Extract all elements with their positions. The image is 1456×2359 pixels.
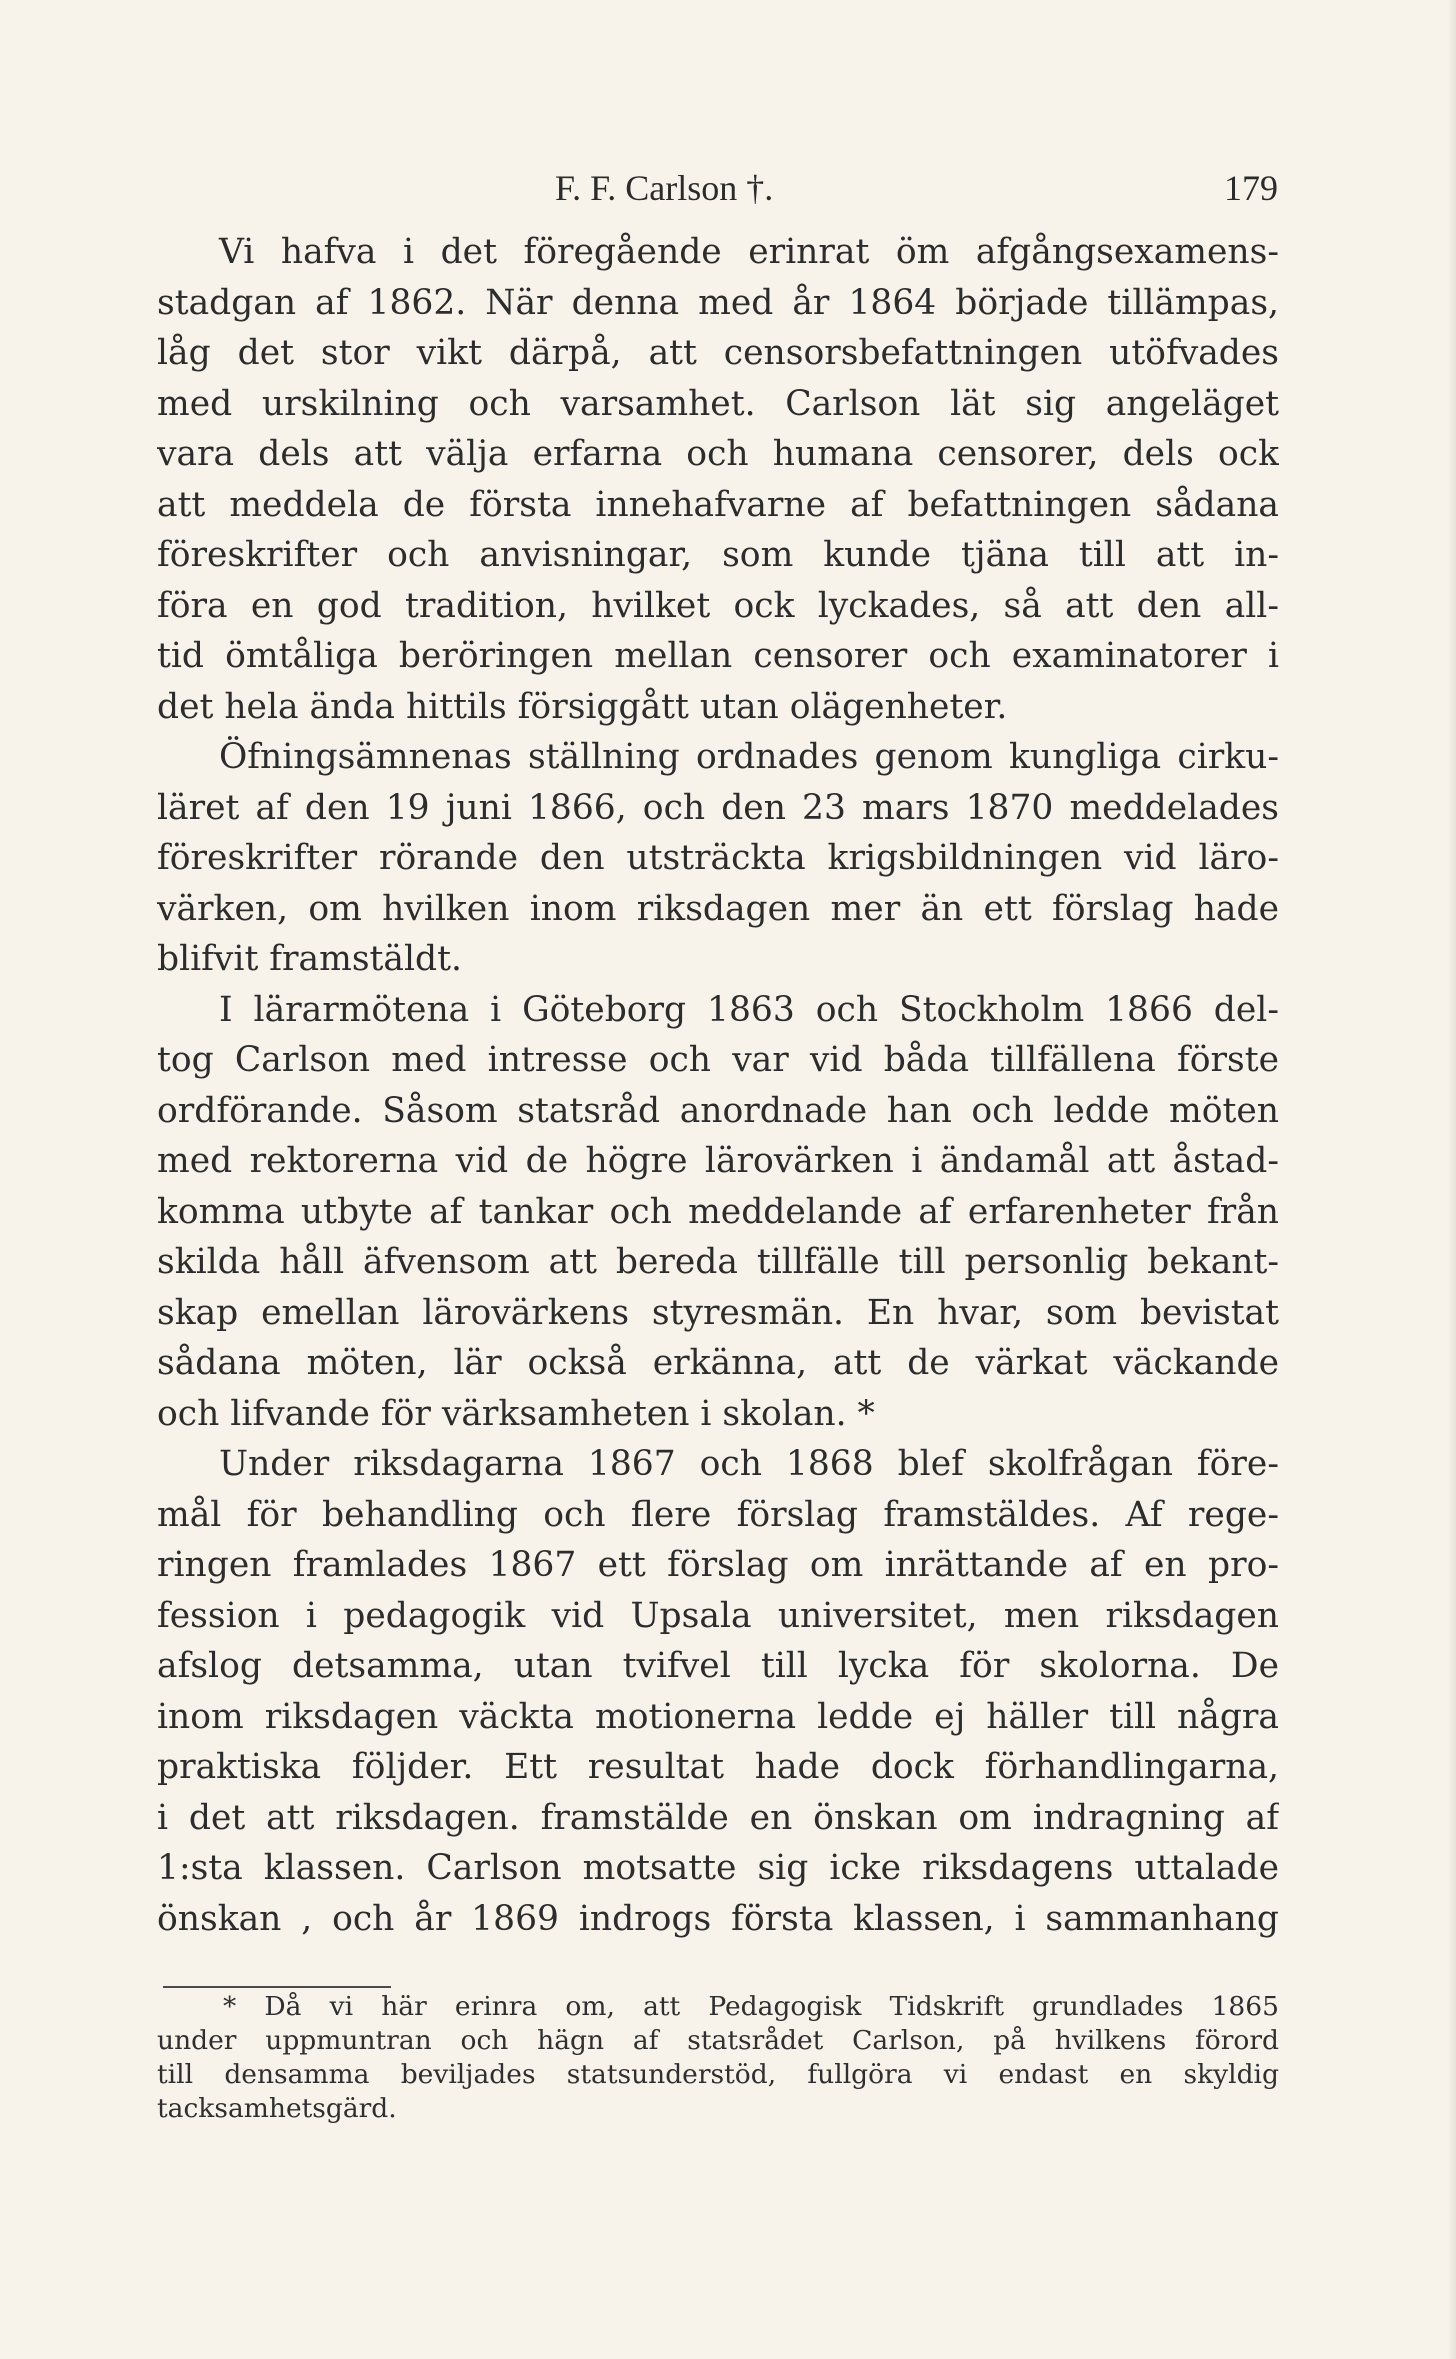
- body-line: mål för behandling och flere förslag framstäldes. Af rege-: [157, 1494, 1279, 1535]
- body-line: fession i pedagogik vid Upsala universitet, men riksdagen: [157, 1595, 1279, 1636]
- body-line: skap emellan lärovärkens styresmän. En hvar, som bevistat: [157, 1292, 1279, 1333]
- body-line: föreskrifter och anvisningar, som kunde tjäna till att in-: [157, 535, 1279, 575]
- body-line: låg det stor vikt därpå, att censorsbefattningen utöfvades: [157, 333, 1279, 373]
- body-line: Öfningsämnenas ställning ordnades genom kungliga cirku-: [219, 737, 1279, 777]
- body-text: [157, 227, 1279, 1944]
- footnote: [157, 1990, 1279, 2126]
- footnote-line: tacksamhetsgärd.: [157, 2093, 397, 2124]
- body-line: med urskilning och varsamhet. Carlson lät sig angeläget: [157, 383, 1279, 424]
- body-line: Vi hafva i det föregående erinrat öm afgångsexamens-: [219, 232, 1279, 272]
- body-line: läret af den 19 juni 1866, och den 23 mars 1870 meddelades: [157, 787, 1279, 828]
- body-line: föra en god tradition, hvilket ock lyckades, så att den all-: [157, 585, 1279, 626]
- body-line: ordförande. Såsom statsråd anordnade han och ledde möten: [157, 1090, 1279, 1131]
- body-line: komma utbyte af tankar och meddelande af erfarenheter från: [157, 1191, 1279, 1232]
- page-edge-shadow: [1448, 0, 1456, 2359]
- body-line: det hela ända hittils försiggått utan olägenheter.: [157, 686, 1008, 727]
- body-line: föreskrifter rörande den utsträckta krigsbildningen vid läro-: [157, 838, 1279, 878]
- body-line: afslog detsamma, utan tvifvel till lycka för skolorna. De: [157, 1646, 1279, 1686]
- footnote-line: till densamma beviljades statsunderstöd, fullgöra vi endast en skyldig: [157, 2059, 1279, 2090]
- body-line: praktiska följder. Ett resultat hade dock förhandlingarna,: [157, 1747, 1279, 1787]
- body-line: skilda håll äfvensom att bereda tillfälle till personlig bekant-: [157, 1242, 1279, 1282]
- body-line: ringen framlades 1867 ett förslag om inrättande af en pro-: [157, 1545, 1279, 1585]
- body-line: vara dels att välja erfarna och humana censorer, dels ock: [157, 434, 1279, 474]
- body-line: i det att riksdagen. framstälde en önskan om indragning af: [157, 1797, 1279, 1838]
- running-head: [163, 163, 1278, 213]
- footnote-line: under uppmuntran och hägn af statsrådet Carlson, på hvilkens förord: [157, 2025, 1279, 2056]
- footnote-line: * Då vi här erinra om, att Pedagogisk Tidskrift grundlades 1865: [223, 1991, 1279, 2022]
- body-line: 1:sta klassen. Carlson motsatte sig icke riksdagens uttalade: [157, 1848, 1279, 1888]
- body-line: att meddela de första innehafvarne af befattningen sådana: [157, 484, 1279, 525]
- body-line: önskan , och år 1869 indrogs första klassen, i sammanhang: [157, 1898, 1279, 1939]
- body-line: och lifvande för värksamheten i skolan. *: [157, 1393, 875, 1434]
- body-line: värken, om hvilken inom riksdagen mer än ett förslag hade: [157, 888, 1279, 929]
- body-line: I lärarmötena i Göteborg 1863 och Stockholm 1866 del-: [219, 989, 1279, 1030]
- page-number: 179: [1224, 168, 1278, 208]
- body-line: stadgan af 1862. När denna med år 1864 började tillämpas,: [157, 282, 1279, 323]
- body-line: blifvit framstäldt.: [157, 939, 462, 979]
- body-line: tog Carlson med intresse och var vid båda tillfällena förste: [157, 1040, 1279, 1080]
- footnote-divider: [163, 1986, 391, 1988]
- body-line: med rektorerna vid de högre lärovärken i ändamål att åstad-: [157, 1141, 1279, 1181]
- body-line: tid ömtåliga beröringen mellan censorer och examinatorer i: [157, 636, 1279, 676]
- body-line: Under riksdagarna 1867 och 1868 blef skolfrågan före-: [219, 1444, 1279, 1484]
- running-title: F. F. Carlson †.: [555, 168, 774, 208]
- body-line: sådana möten, lär också erkänna, att de värkat väckande: [157, 1343, 1279, 1383]
- body-line: inom riksdagen väckta motionerna ledde ej häller till några: [157, 1696, 1279, 1737]
